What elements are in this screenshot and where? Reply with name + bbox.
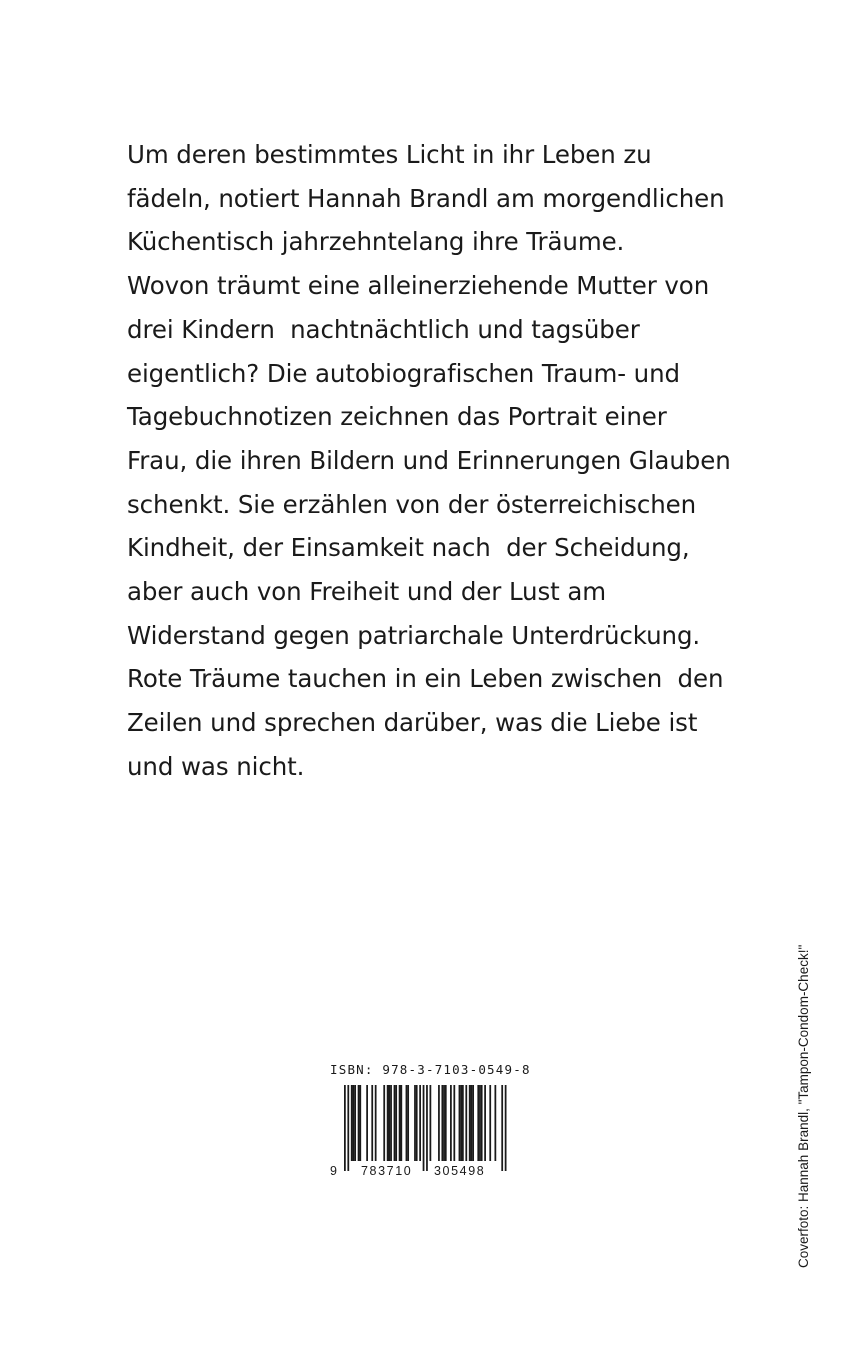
barcode-bar bbox=[358, 1085, 360, 1161]
barcode-bar bbox=[460, 1085, 462, 1161]
barcode-bar bbox=[438, 1085, 440, 1161]
barcode-bar bbox=[481, 1085, 483, 1161]
blurb-line: und was nicht. bbox=[127, 751, 305, 781]
barcode-bar bbox=[489, 1085, 491, 1161]
blurb-line: Frau, die ihren Bildern und Erinnerungen Glauben bbox=[127, 445, 731, 475]
barcode-first-digit: 9 bbox=[330, 1164, 337, 1177]
blurb-line: Um deren bestimmtes Licht in ihr Leben zu bbox=[127, 140, 652, 169]
barcode-bar bbox=[353, 1085, 355, 1161]
blurb-line: drei Kindern nachtnächtlich und tagsüber bbox=[127, 314, 640, 344]
barcode-bar bbox=[366, 1085, 368, 1161]
barcode-bar bbox=[477, 1085, 479, 1161]
cover-photo-credit: Coverfoto: Hannah Brandl, "Tampon-Condom-Check!" bbox=[796, 944, 811, 1268]
barcode-bar bbox=[443, 1085, 445, 1161]
blurb-line: Rote Träume tauchen in ein Leben zwischen den bbox=[127, 664, 724, 694]
blurb-line: Wovon träumt eine alleinerziehende Mutter von bbox=[127, 271, 710, 301]
barcode-bar bbox=[388, 1085, 390, 1161]
barcode-bar bbox=[472, 1085, 474, 1161]
barcode-bar bbox=[453, 1085, 455, 1161]
blurb-line: Widerstand gegen patriarchale Unterdrückung. bbox=[127, 620, 701, 650]
barcode-bar bbox=[407, 1085, 409, 1161]
barcode-bar bbox=[399, 1085, 401, 1161]
barcode-bar bbox=[479, 1085, 481, 1161]
barcode-bar bbox=[387, 1085, 389, 1161]
barcode-bar bbox=[419, 1085, 421, 1161]
barcode-bar bbox=[394, 1085, 396, 1161]
barcode-bar bbox=[351, 1085, 353, 1161]
barcode-left-digits: 783710 bbox=[361, 1164, 413, 1177]
blurb-line: eigentlich? Die autobiografischen Traum- und bbox=[127, 358, 680, 388]
barcode-guard-bar bbox=[344, 1085, 346, 1171]
barcode-guard-bar bbox=[426, 1085, 428, 1171]
barcode-bar bbox=[465, 1085, 467, 1161]
barcode-bar bbox=[441, 1085, 443, 1161]
barcode-bar bbox=[390, 1085, 392, 1161]
barcode-bar bbox=[359, 1085, 361, 1161]
barcode-bar bbox=[484, 1085, 486, 1161]
barcode-bar bbox=[400, 1085, 402, 1161]
barcode-guard-bar bbox=[347, 1085, 349, 1171]
isbn-barcode bbox=[330, 1085, 515, 1177]
barcode-right-digits: 305498 bbox=[434, 1164, 486, 1177]
barcode-bar bbox=[416, 1085, 418, 1161]
barcode-bar bbox=[462, 1085, 464, 1161]
blurb-line: Kindheit, der Einsamkeit nach der Scheidung, bbox=[127, 533, 690, 563]
barcode-bar bbox=[383, 1085, 385, 1161]
barcode-guard-bar bbox=[423, 1085, 425, 1171]
barcode-bar bbox=[494, 1085, 496, 1161]
barcode-bar bbox=[445, 1085, 447, 1161]
barcode-bar bbox=[469, 1085, 471, 1161]
barcode-bar bbox=[450, 1085, 452, 1161]
blurb-line: Küchentisch jahrzehntelang ihre Träume. bbox=[127, 227, 625, 257]
barcode-bars bbox=[344, 1085, 507, 1171]
barcode-bar bbox=[371, 1085, 373, 1161]
blurb-line: Tagebuchnotizen zeichnen das Portrait einer bbox=[127, 402, 667, 432]
barcode-bar bbox=[471, 1085, 473, 1161]
barcode-bar bbox=[354, 1085, 356, 1161]
blurb-line: aber auch von Freiheit und der Lust am bbox=[127, 577, 607, 607]
barcode-bar bbox=[414, 1085, 416, 1161]
barcode-bar bbox=[430, 1085, 432, 1161]
blurb-line: fädeln, notiert Hannah Brandl am morgendlichen bbox=[127, 183, 725, 213]
barcode-bar bbox=[395, 1085, 397, 1161]
barcode-bar bbox=[406, 1085, 408, 1161]
blurb-line: Zeilen und sprechen darüber, was die Liebe ist bbox=[127, 708, 698, 738]
barcode-guard-bar bbox=[501, 1085, 503, 1171]
barcode-bar bbox=[459, 1085, 461, 1161]
blurb-line: schenkt. Sie erzählen von der österreichischen bbox=[127, 489, 697, 519]
barcode-bar bbox=[375, 1085, 377, 1161]
isbn-label: ISBN: 978-3-7103-0549-8 bbox=[330, 1062, 531, 1077]
barcode-guard-bar bbox=[505, 1085, 507, 1171]
back-cover-blurb bbox=[127, 133, 767, 789]
